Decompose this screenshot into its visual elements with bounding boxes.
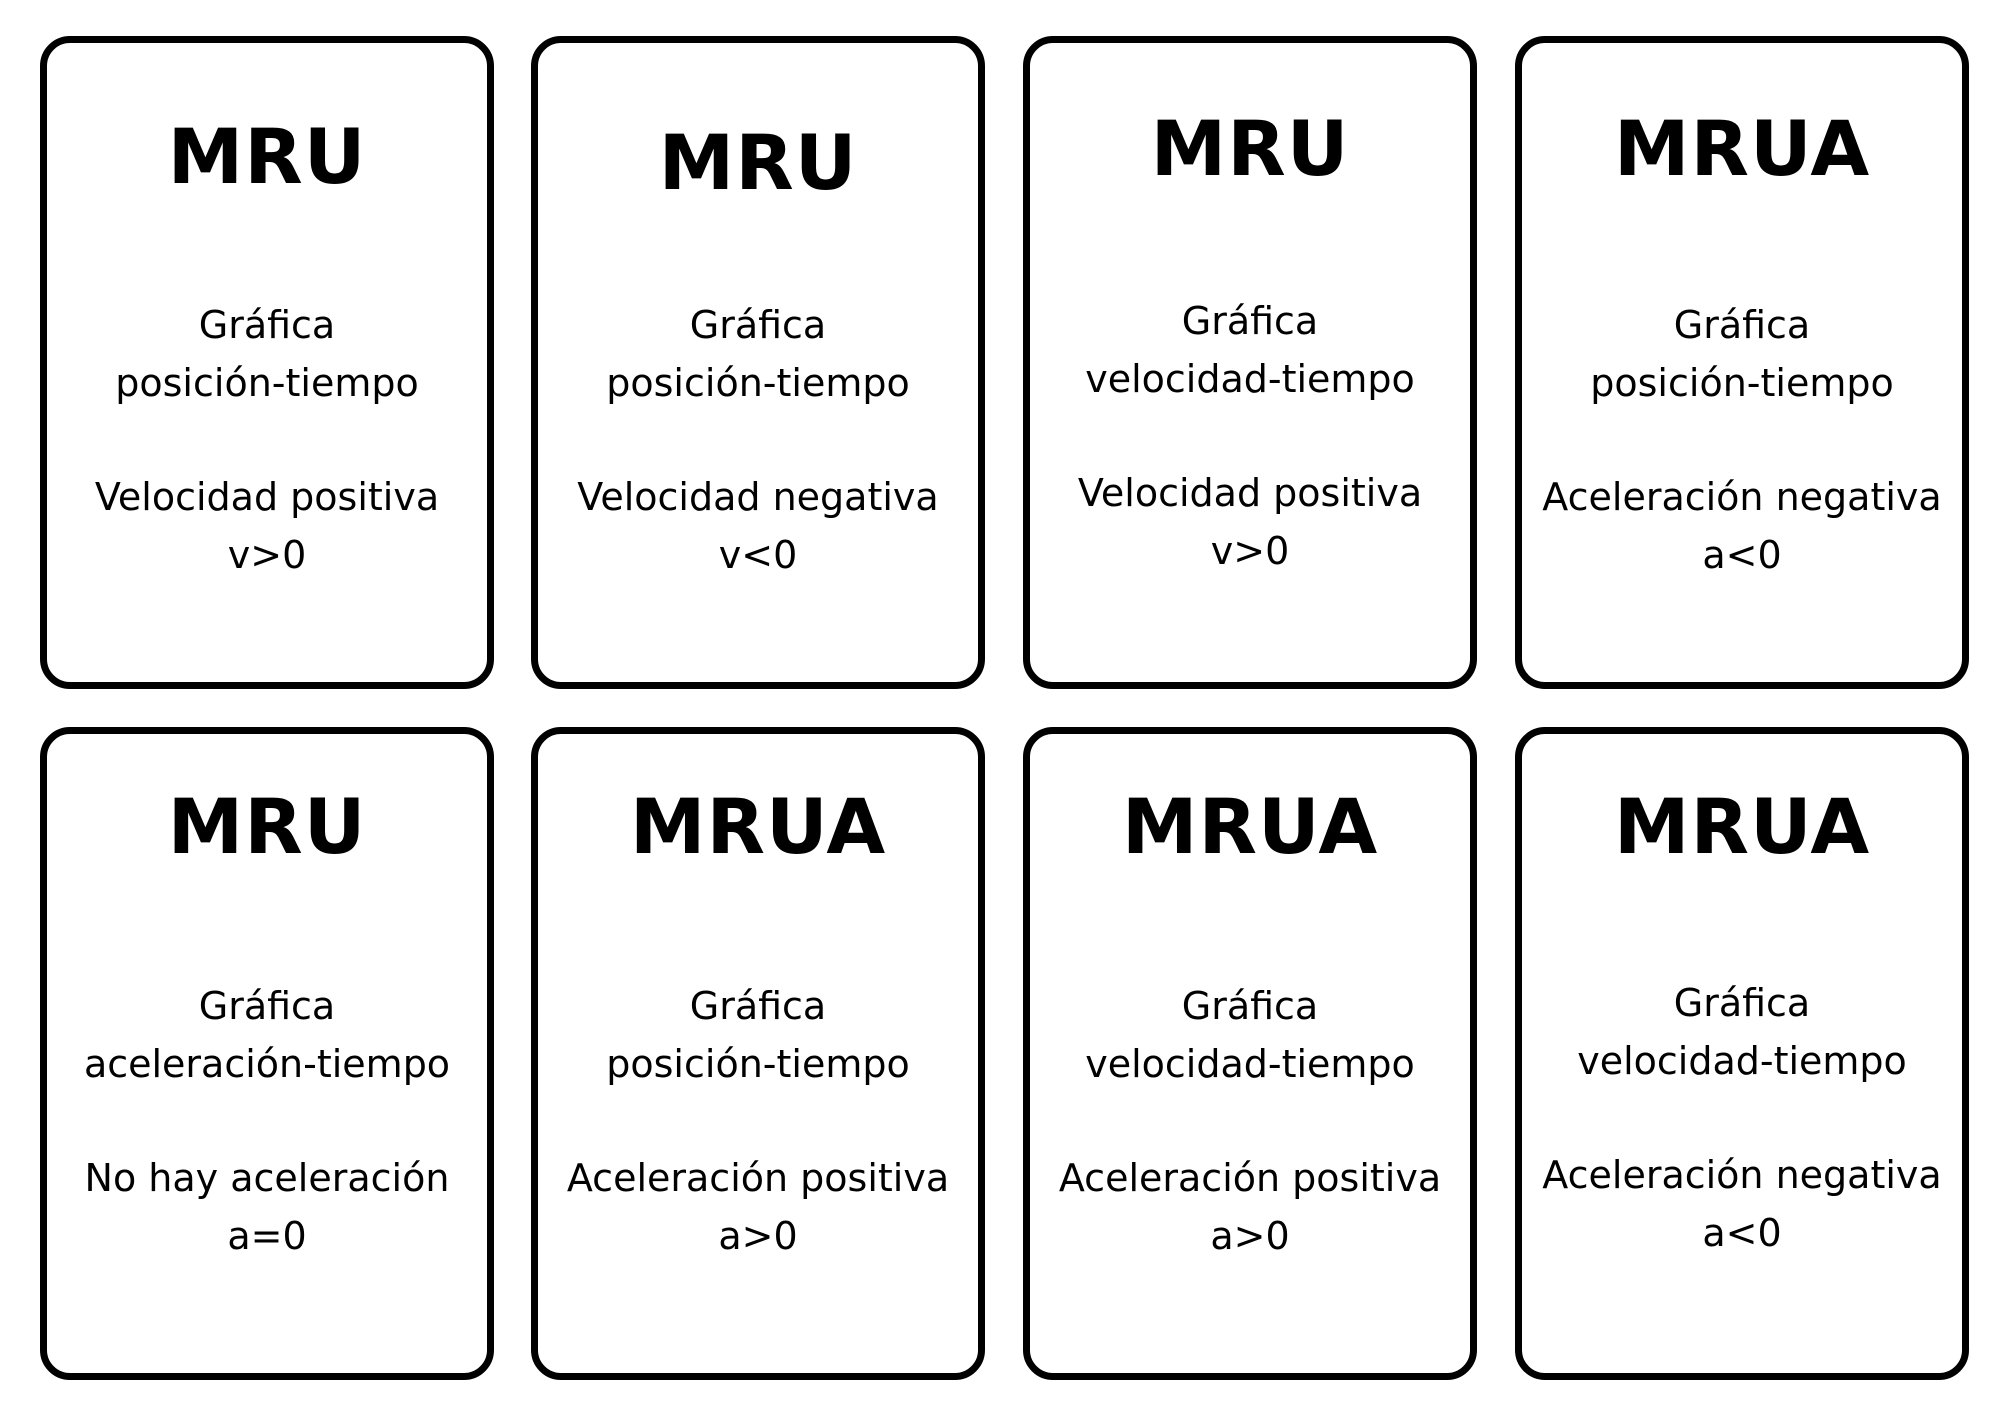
condition-symbol: v<0 (718, 533, 798, 577)
card-title: MRU (167, 112, 367, 201)
card-4 (1515, 36, 1969, 689)
card-body (1522, 296, 1962, 584)
graph-label: Gráfica (1181, 984, 1319, 1028)
condition-text: Aceleración positiva (566, 1156, 950, 1200)
card-title: MRU (658, 118, 858, 207)
card-title: MRU (1150, 104, 1350, 193)
condition-symbol: a>0 (718, 1214, 798, 1258)
card-3 (1023, 36, 1477, 689)
condition-text: Velocidad positiva (94, 475, 440, 519)
card-title: MRUA (1613, 782, 1871, 871)
condition-symbol: a=0 (227, 1214, 307, 1258)
graph-label: Gráfica (198, 984, 336, 1028)
card-1 (40, 36, 494, 689)
card-6 (531, 727, 985, 1380)
card-body (538, 296, 978, 584)
condition-symbol: v>0 (227, 533, 307, 577)
card-body (47, 296, 487, 584)
condition-symbol: v>0 (1210, 529, 1290, 573)
card-title: MRUA (1613, 104, 1871, 193)
condition-text: No hay aceleración (84, 1156, 450, 1200)
card-title: MRUA (1121, 782, 1379, 871)
condition-symbol: a<0 (1702, 1211, 1782, 1255)
graph-label: Gráfica (689, 984, 827, 1028)
card-body (1522, 974, 1962, 1262)
card-2 (531, 36, 985, 689)
graph-type: posición-tiempo (606, 361, 910, 405)
graph-type: posición-tiempo (1590, 361, 1894, 405)
condition-text: Aceleración positiva (1058, 1156, 1442, 1200)
condition-symbol: a<0 (1702, 533, 1782, 577)
graph-type: aceleración-tiempo (83, 1042, 451, 1086)
graph-label: Gráfica (1181, 299, 1319, 343)
card-body (538, 977, 978, 1265)
condition-symbol: a>0 (1210, 1214, 1290, 1258)
graph-label: Gráfica (1673, 981, 1811, 1025)
card-body (1030, 292, 1470, 580)
graph-label: Gráfica (1673, 303, 1811, 347)
card-title: MRU (167, 782, 367, 871)
graph-label: Gráfica (689, 303, 827, 347)
condition-text: Aceleración negativa (1542, 475, 1942, 519)
card-5 (40, 727, 494, 1380)
graph-type: posición-tiempo (115, 361, 419, 405)
card-8 (1515, 727, 1969, 1380)
condition-text: Velocidad positiva (1077, 471, 1423, 515)
graph-label: Gráfica (198, 303, 336, 347)
card-body (47, 977, 487, 1265)
graph-type: velocidad-tiempo (1085, 357, 1415, 401)
card-title: MRUA (629, 782, 887, 871)
graph-type: velocidad-tiempo (1085, 1042, 1415, 1086)
condition-text: Aceleración negativa (1542, 1153, 1942, 1197)
graph-type: posición-tiempo (606, 1042, 910, 1086)
graph-type: velocidad-tiempo (1577, 1039, 1907, 1083)
card-7 (1023, 727, 1477, 1380)
condition-text: Velocidad negativa (577, 475, 939, 519)
card-body (1030, 977, 1470, 1265)
